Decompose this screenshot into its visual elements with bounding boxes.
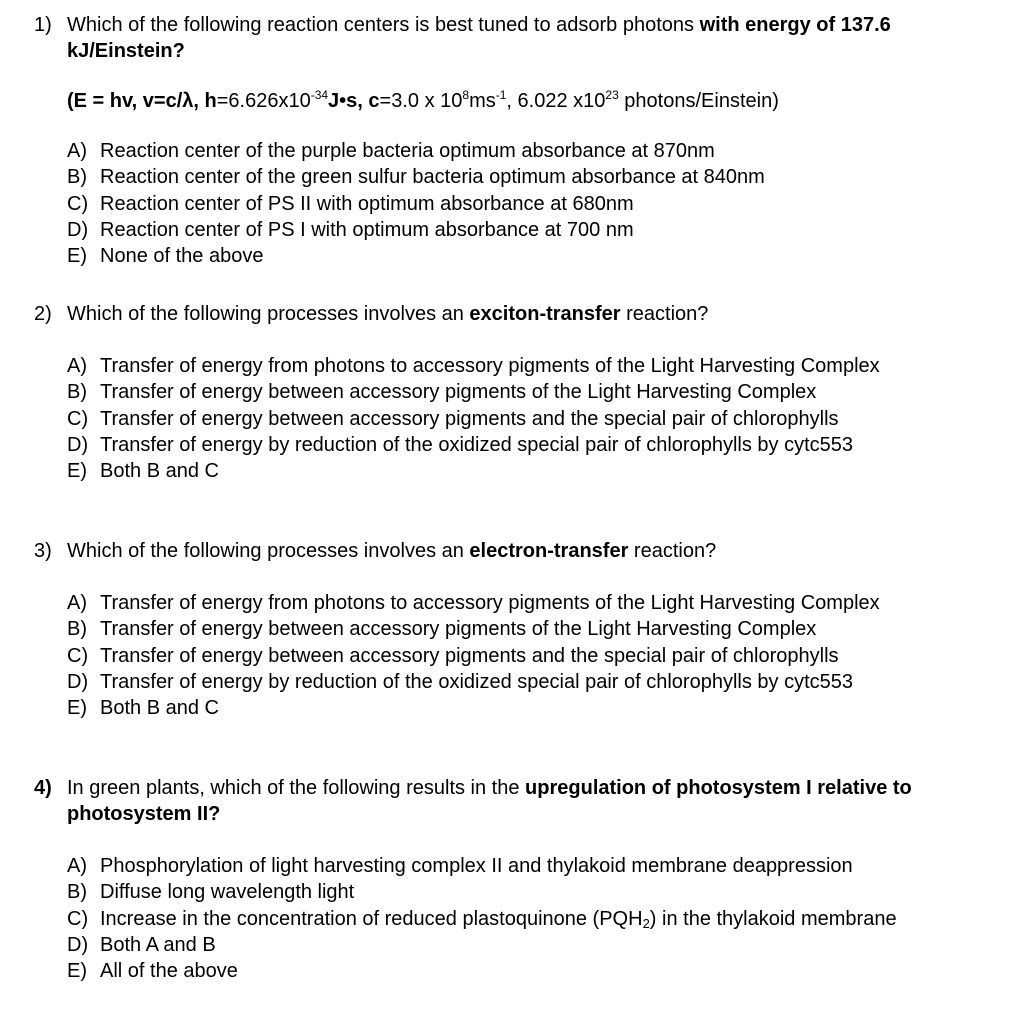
- emphasis: exciton-transfer: [469, 303, 621, 325]
- options-list: [67, 353, 994, 484]
- question-2: [34, 301, 994, 484]
- question-1: [34, 12, 994, 269]
- question-number: 2): [34, 303, 52, 325]
- option-a[interactable]: A) Transfer of energy from photons to accessory pigments of the Light Harvesting Complex: [67, 592, 880, 614]
- options-list: [67, 138, 994, 269]
- question-text: In green plants, which of the following results in the upregulation of photosystem I relative to photosystem II?: [67, 777, 912, 825]
- question-text: Which of the following reaction centers is best tuned to adsorb photons with energy of 137.6 kJ/Einstein?: [67, 14, 891, 62]
- emphasis: electron-transfer: [469, 540, 629, 562]
- option-c[interactable]: C) Transfer of energy between accessory pigments and the special pair of chlorophylls: [67, 407, 839, 430]
- option-b[interactable]: B) Transfer of energy between accessory pigments of the Light Harvesting Complex: [67, 381, 817, 404]
- option-a[interactable]: A) Phosphorylation of light harvesting complex II and thylakoid membrane deappression: [67, 855, 853, 877]
- question-number: 3): [34, 540, 52, 562]
- question-3: [34, 538, 994, 721]
- option-d[interactable]: D) Both A and B: [67, 933, 216, 956]
- question-3-stem: [34, 538, 994, 564]
- formula-line: (E = hv, v=c/λ, $h=6.626x10^{-34}J•s$, c=3.0 x $10^8ms^{-1}$, 6.022 $x10^{23}$ photons/Einstein): [67, 88, 779, 112]
- option-e[interactable]: E) All of the above: [67, 960, 238, 983]
- question-2-stem: [34, 301, 994, 327]
- options-list: [67, 853, 994, 984]
- options-list: [67, 590, 994, 721]
- emphasis: upregulation of photosystem I relative to photosystem II?: [67, 777, 912, 825]
- option-c[interactable]: C) Increase in the concentration of reduced plastoquinone $(PQH_2)$ in the thylakoid membrane: [67, 907, 897, 931]
- question-number: 1): [34, 14, 52, 36]
- option-b[interactable]: B) Diffuse long wavelength light: [67, 881, 355, 904]
- question-4: [34, 775, 994, 984]
- option-d[interactable]: D) Transfer of energy by reduction of the oxidized special pair of chlorophylls by cytc553: [67, 433, 853, 456]
- option-c[interactable]: C) Transfer of energy between accessory pigments and the special pair of chlorophylls: [67, 644, 839, 667]
- question-text: Which of the following processes involves an exciton-transfer reaction?: [67, 303, 709, 325]
- option-a[interactable]: A) Transfer of energy from photons to accessory pigments of the Light Harvesting Complex: [67, 355, 880, 377]
- option-d[interactable]: D) Transfer of energy by reduction of the oxidized special pair of chlorophylls by cytc553: [67, 670, 853, 693]
- option-b[interactable]: B) Transfer of energy between accessory pigments of the Light Harvesting Complex: [67, 618, 817, 641]
- question-4-stem: [34, 775, 994, 827]
- emphasis: with energy of 137.6 kJ/Einstein?: [67, 14, 891, 62]
- option-e[interactable]: E) Both B and C: [67, 697, 219, 720]
- question-text: Which of the following processes involves an electron-transfer reaction?: [67, 540, 717, 562]
- option-e[interactable]: E) None of the above: [67, 245, 264, 268]
- question-number: 4): [34, 777, 52, 799]
- option-a[interactable]: A) Reaction center of the purple bacteria optimum absorbance at 870nm: [67, 140, 715, 162]
- option-b[interactable]: B) Reaction center of the green sulfur bacteria optimum absorbance at 840nm: [67, 166, 765, 189]
- option-c[interactable]: C) Reaction center of PS II with optimum absorbance at 680nm: [67, 192, 634, 215]
- option-e[interactable]: E) Both B and C: [67, 460, 219, 483]
- option-d[interactable]: D) Reaction center of PS I with optimum absorbance at 700 nm: [67, 218, 634, 241]
- question-1-stem: [34, 12, 994, 64]
